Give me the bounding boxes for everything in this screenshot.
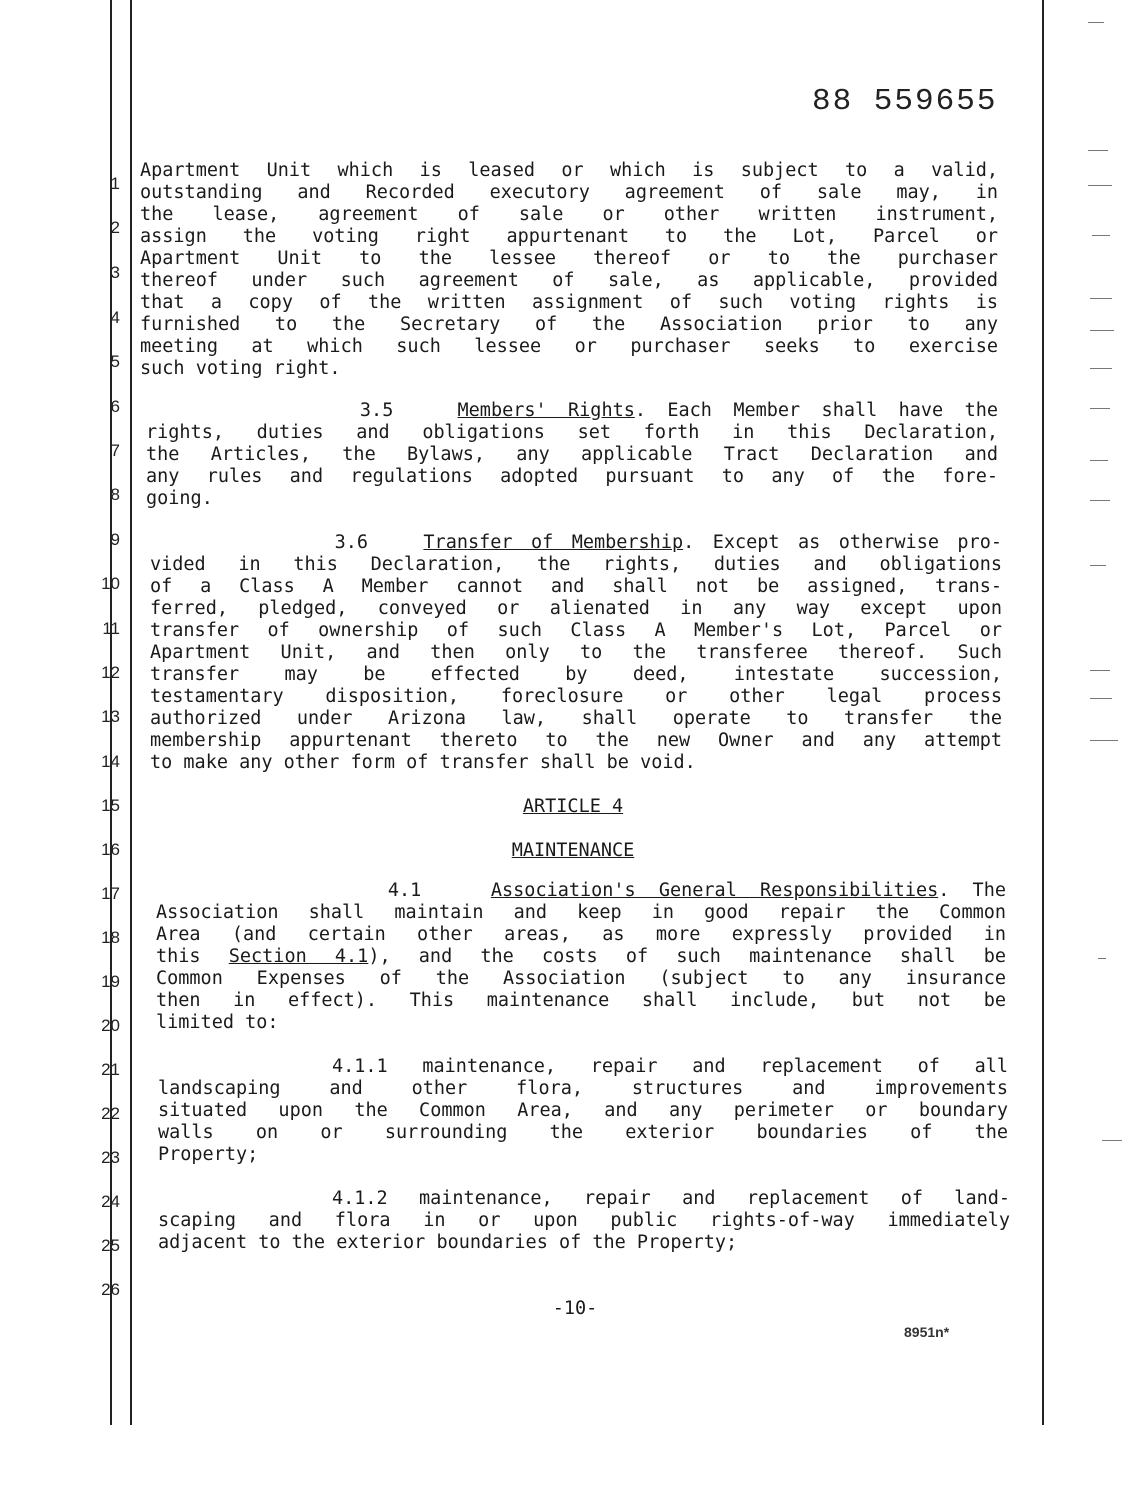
line-number: 2 — [110, 218, 120, 237]
line-number: 16 — [101, 840, 120, 859]
article-subtitle: MAINTENANCE — [511, 840, 635, 861]
text-line: Common Expenses of the Association (subject to any insurance — [156, 968, 1006, 989]
section-3-6-first-line — [150, 532, 1002, 554]
text-line-with-reference — [156, 946, 1006, 968]
text-line: testamentary disposition, foreclosure or other legal process — [150, 686, 1002, 707]
section-4-1-2 — [158, 1188, 1010, 1254]
line-number: 5 — [110, 352, 120, 371]
section-3-6 — [150, 532, 1002, 774]
text-line: rights, duties and obligations set forth in this Declaration, — [146, 422, 998, 443]
text-line: such voting right. — [140, 358, 341, 379]
section-number: 3.6 — [334, 532, 369, 553]
text-line: vided in this Declaration, the rights, duties and obligations — [150, 554, 1002, 575]
section-3-5-first-line — [146, 400, 998, 422]
section-3-5 — [146, 400, 998, 510]
text-line: that a copy of the written assignment of such voting rights is — [140, 292, 998, 313]
section-4-1-1 — [158, 1056, 1008, 1166]
line-number: 20 — [101, 1016, 120, 1035]
text-line: any rules and regulations adopted pursuant to any of the fore- — [146, 466, 998, 487]
section-heading: Association's General Responsibilities — [490, 880, 939, 901]
section-4-1-first-line — [156, 880, 1006, 902]
text-line: of a Class A Member cannot and shall not be assigned, trans- — [150, 576, 1002, 597]
text-line: Apartment Unit which is leased or which is subject to a valid, — [140, 160, 998, 181]
text-line: 4.1.2 maintenance, repair and replacement of land- — [332, 1188, 1010, 1209]
section-number: 4.1 — [387, 880, 422, 901]
line-number: 17 — [101, 884, 120, 903]
text-line: assign the voting right appurtenant to the Lot, Parcel or — [140, 226, 998, 247]
line-number: 6 — [110, 397, 120, 416]
text-line: to make any other form of transfer shall be void. — [150, 752, 696, 773]
line-number: 22 — [101, 1104, 120, 1123]
paragraph-voting-assignment — [140, 160, 998, 380]
line-number: 25 — [101, 1236, 120, 1255]
text-line: walls on or surrounding the exterior boundaries of the — [158, 1122, 1008, 1143]
line-number: 12 — [101, 663, 120, 682]
text-line: limited to: — [156, 1012, 279, 1033]
text-line: 4.1.1 maintenance, repair and replacement of all — [332, 1056, 1008, 1077]
line-number: 15 — [101, 796, 120, 815]
text-line: Property; — [158, 1144, 259, 1165]
text-line: meeting at which such lessee or purchaser seeks to exercise — [140, 336, 998, 357]
text-fragment: . The — [938, 880, 1006, 901]
line-number: 10 — [101, 574, 120, 593]
text-line: Association shall maintain and keep in good repair the Common — [156, 902, 1006, 923]
text-line: Area (and certain other areas, as more expressly provided in — [156, 924, 1006, 945]
line-number: 9 — [110, 530, 120, 549]
page-number: -10- — [552, 1298, 598, 1319]
line-number: 26 — [101, 1280, 120, 1299]
line-number: 14 — [101, 752, 120, 771]
article-title: ARTICLE 4 — [522, 796, 624, 817]
text-line: landscaping and other flora, structures and improvements — [158, 1078, 1008, 1099]
section-heading: Members' Rights — [457, 400, 635, 421]
text-line: ferred, pledged, conveyed or alienated in any way except upon — [150, 598, 1002, 619]
line-number: 21 — [101, 1060, 120, 1079]
text-fragment: ), and the costs of such maintenance shall be — [368, 946, 1006, 967]
text-line: transfer of ownership of such Class A Member's Lot, Parcel or — [150, 620, 1002, 641]
section-4-1 — [156, 880, 1006, 1034]
section-reference: Section 4.1 — [228, 946, 369, 967]
text-line: Apartment Unit to the lessee thereof or to the purchaser — [140, 248, 998, 269]
section-heading: Transfer of Membership — [423, 532, 684, 553]
text-line: thereof under such agreement of sale, as applicable, provided — [140, 270, 998, 291]
text-line: going. — [146, 488, 213, 509]
line-number: 18 — [101, 928, 120, 947]
right-margin-rule — [1042, 0, 1044, 1425]
left-margin-rule-inner — [130, 0, 132, 1425]
text-line: transfer may be effected by deed, intestate succession, — [150, 664, 1002, 685]
text-fragment: . Except as otherwise pro- — [683, 532, 1002, 553]
section-number: 3.5 — [359, 400, 394, 421]
text-fragment: this — [156, 946, 229, 967]
line-number: 8 — [110, 485, 120, 504]
line-number: 7 — [110, 441, 120, 460]
line-number: 1 — [110, 174, 120, 193]
text-line: the Articles, the Bylaws, any applicable Tract Declaration and — [146, 444, 998, 465]
text-line: adjacent to the exterior boundaries of the Property; — [158, 1232, 738, 1253]
line-number: 13 — [101, 707, 120, 726]
text-fragment: . Each Member shall have the — [634, 400, 998, 421]
line-number: 24 — [101, 1192, 120, 1211]
text-line: authorized under Arizona law, shall operate to transfer the — [150, 708, 1002, 729]
document-code: 8951n* — [904, 1324, 950, 1340]
recording-number: 88 559655 — [812, 84, 998, 119]
text-line: Apartment Unit, and then only to the transferee thereof. Such — [150, 642, 1002, 663]
text-line: furnished to the Secretary of the Association prior to any — [140, 314, 998, 335]
text-line: situated upon the Common Area, and any perimeter or boundary — [158, 1100, 1008, 1121]
line-number: 4 — [110, 308, 120, 327]
text-line: the lease, agreement of sale or other written instrument, — [140, 204, 998, 225]
text-line: membership appurtenant thereto to the new Owner and any attempt — [150, 730, 1002, 751]
text-line: then in effect). This maintenance shall include, but not be — [156, 990, 1006, 1011]
line-number: 11 — [102, 619, 120, 638]
text-line: outstanding and Recorded executory agreement of sale may, in — [140, 182, 998, 203]
text-line: scaping and flora in or upon public rights-of-way immediately — [158, 1210, 1010, 1231]
line-number: 3 — [110, 263, 120, 282]
line-number: 23 — [101, 1148, 120, 1167]
line-number: 19 — [101, 972, 120, 991]
